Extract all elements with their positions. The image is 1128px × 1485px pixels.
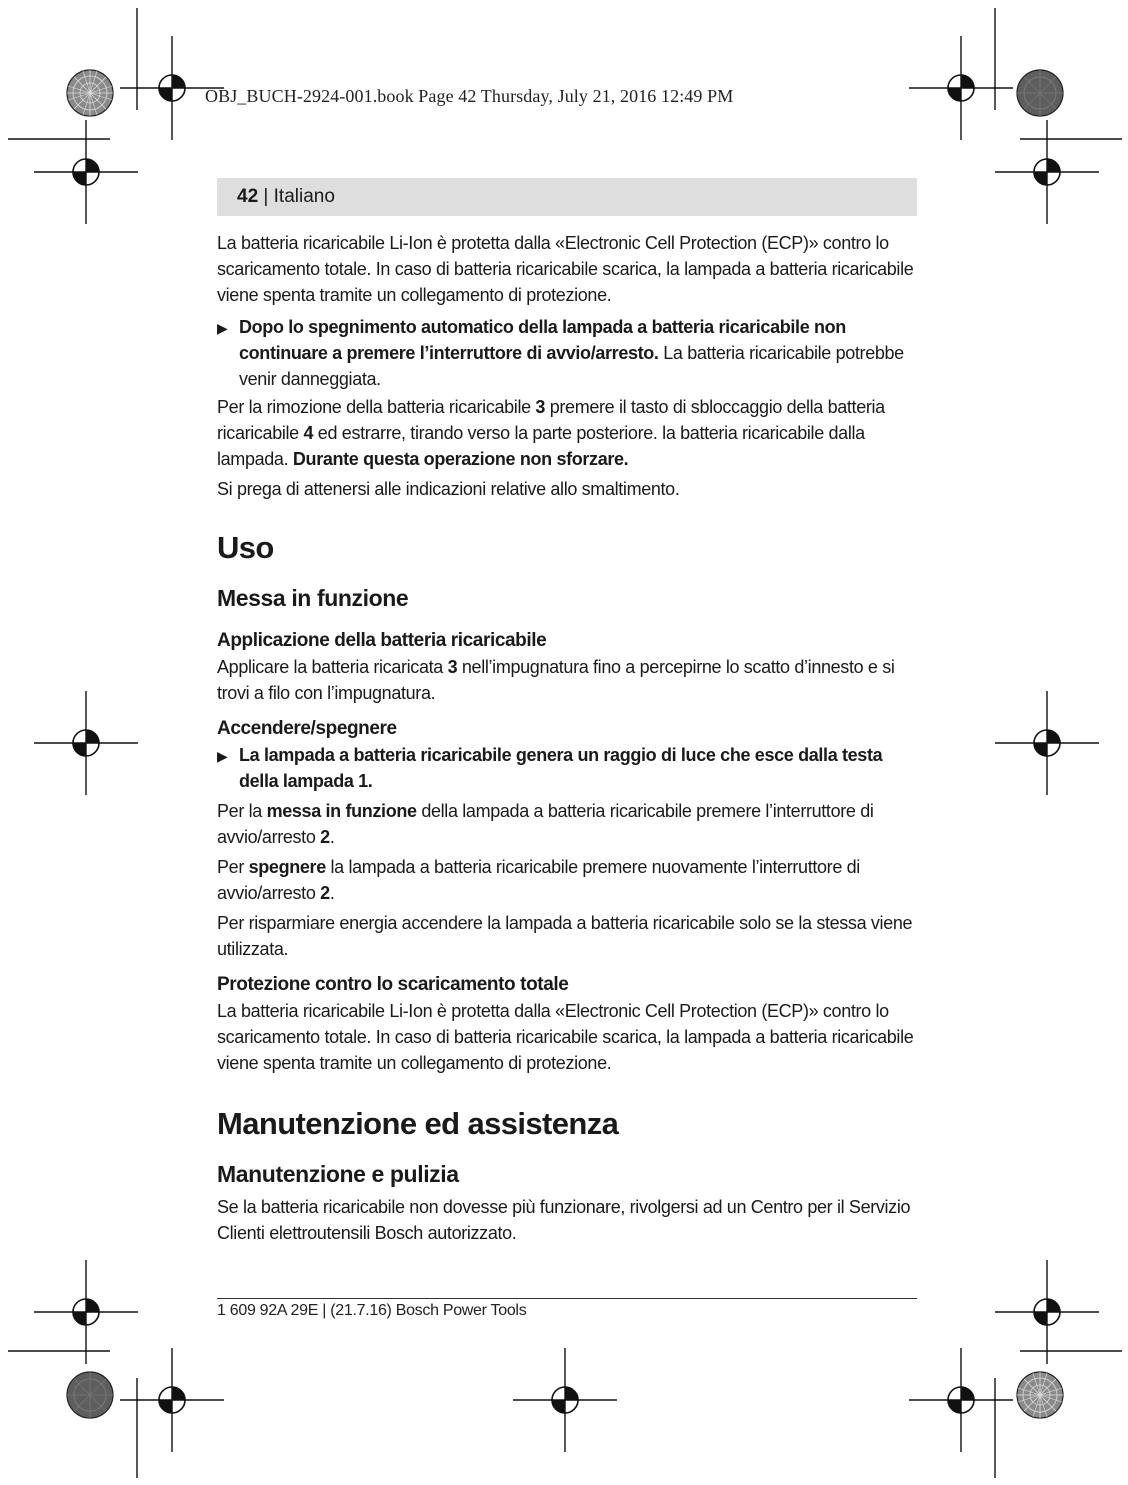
acc-p2-end: . bbox=[329, 883, 335, 903]
bullet-text bbox=[239, 314, 917, 392]
p2-bold: Durante questa operazione non sforzare. bbox=[292, 449, 629, 469]
p2-text-c: ed estrarre, tirando verso la parte posteriore. la batteria ricaricabile dalla lampada. bbox=[217, 423, 865, 469]
applicazione-text-b: nell’impugnatura fino a percepirne lo scatto d’innesto e si trovi a filo con l’impugnatura. bbox=[217, 657, 895, 703]
header-separator: | bbox=[258, 186, 274, 207]
section-title-uso: Uso bbox=[217, 530, 274, 565]
triangle-bullet-icon: ▶ bbox=[217, 320, 228, 336]
p2-ref-3: 3 bbox=[535, 397, 546, 417]
heading-applicazione: Applicazione della batteria ricaricabile bbox=[217, 630, 547, 651]
applicazione-ref: 3 bbox=[447, 657, 458, 677]
acc-p1-bold: messa in funzione bbox=[266, 801, 417, 821]
applicazione-text-a: Applicare la batteria ricaricata bbox=[217, 657, 448, 677]
header-language: Italiano bbox=[273, 186, 335, 207]
bullet-warning-1 bbox=[217, 314, 917, 392]
acc-p2-ref: 2 bbox=[320, 883, 330, 903]
page-content bbox=[217, 230, 917, 1246]
acc-p1-b: della lampada a batteria ricaricabile premere l’interruttore di avvio/arresto bbox=[217, 801, 874, 847]
bullet-text bbox=[239, 742, 917, 794]
intro-paragraph-2 bbox=[217, 394, 917, 472]
subsection-title-pulizia: Manutenzione e pulizia bbox=[217, 1161, 459, 1187]
page-header bbox=[217, 178, 917, 216]
intro-paragraph-1: La batteria ricaricabile Li-Ion è protetta dalla «Electronic Cell Protection (ECP)» contro lo scaricamento totale. In caso di batteria ricaricabile scarica, la lampada a batteria ricaricabile viene spenta tramite un collegamento di protezione. bbox=[217, 233, 914, 305]
acc-p1-ref: 2 bbox=[320, 827, 330, 847]
p2-ref-4: 4 bbox=[303, 423, 314, 443]
section-title-manutenzione: Manutenzione ed assistenza bbox=[217, 1106, 619, 1141]
page-footer: 1 609 92A 29E | (21.7.16) Bosch Power Tools bbox=[217, 1302, 527, 1319]
bullet-bold-text: Dopo lo spegnimento automatico della lampada a batteria ricaricabile non continuare a premere l’interruttore di avvio/arresto. bbox=[239, 317, 846, 363]
bullet-rest-text: La batteria ricaricabile potrebbe venir danneggiata. bbox=[239, 343, 904, 389]
footer-rule bbox=[217, 1298, 917, 1299]
intro-paragraph-3: Si prega di attenersi alle indicazioni relative allo smaltimento. bbox=[217, 479, 680, 499]
accendere-paragraph-3: Per risparmiare energia accendere la lampada a batteria ricaricabile solo se la stessa viene utilizzata. bbox=[217, 913, 913, 959]
page-number: 42 bbox=[237, 186, 259, 207]
triangle-bullet-icon: ▶ bbox=[217, 748, 228, 764]
subsection-title-messa: Messa in funzione bbox=[217, 585, 409, 611]
applicazione-paragraph bbox=[217, 654, 917, 706]
manutenzione-paragraph: Se la batteria ricaricabile non dovesse più funzionare, rivolgersi ad un Centro per il Servizio Clienti elettroutensili Bosch autorizzato. bbox=[217, 1197, 911, 1243]
protezione-paragraph: La batteria ricaricabile Li-Ion è protetta dalla «Electronic Cell Protection (ECP)» contro lo scaricamento totale. In caso di batteria ricaricabile scarica, la lampada a batteria ricaricabile viene spenta tramite un collegamento di protezione. bbox=[217, 1001, 914, 1073]
acc-p1-end: . bbox=[329, 827, 335, 847]
p2-text-b: premere il tasto di sbloccaggio della batteria ricaricabile bbox=[217, 397, 885, 443]
accendere-paragraph-2 bbox=[217, 854, 917, 906]
acc-p2-bold: spegnere bbox=[248, 857, 326, 877]
heading-accendere: Accendere/spegnere bbox=[217, 718, 397, 739]
print-slug: OBJ_BUCH-2924-001.book Page 42 Thursday, July 21, 2016 12:49 PM bbox=[205, 86, 734, 106]
header-text bbox=[237, 186, 335, 208]
bullet-bold-text: La lampada a batteria ricaricabile genera un raggio di luce che esce dalla testa della lampada 1. bbox=[239, 745, 883, 791]
acc-p2-b: la lampada a batteria ricaricabile premere nuovamente l’interruttore di avvio/arresto bbox=[217, 857, 860, 903]
acc-p2-a: Per bbox=[217, 857, 249, 877]
p2-text-a: Per la rimozione della batteria ricaricabile bbox=[217, 397, 536, 417]
accendere-paragraph-1 bbox=[217, 798, 917, 850]
acc-p1-a: Per la bbox=[217, 801, 267, 821]
heading-protezione: Protezione contro lo scaricamento totale bbox=[217, 974, 569, 995]
bullet-warning-2 bbox=[217, 742, 917, 794]
